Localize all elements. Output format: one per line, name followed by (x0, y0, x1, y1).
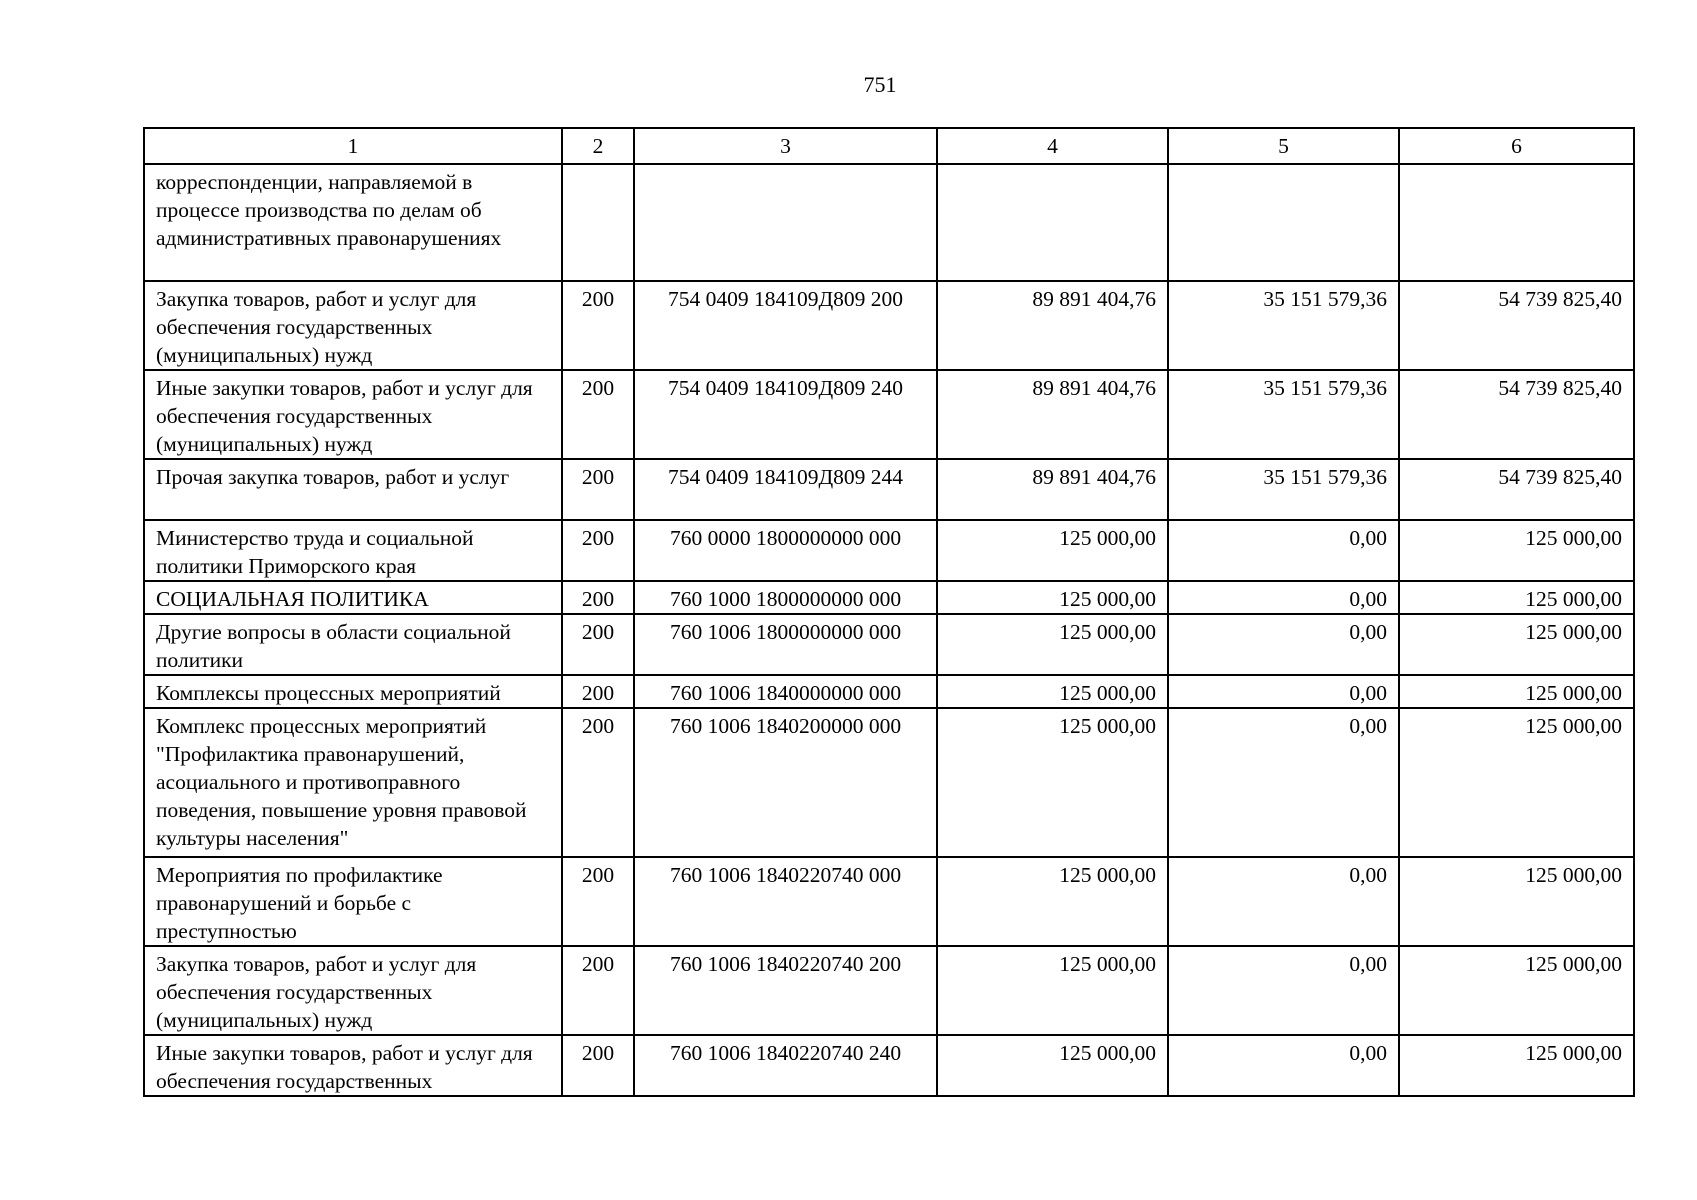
table-row (144, 708, 1634, 857)
row-value-5: 0,00 (1168, 946, 1399, 1035)
row-classification: 760 1006 1840200000 000 (634, 708, 937, 857)
row-value-4: 89 891 404,76 (937, 459, 1168, 520)
page-number: 751 (863, 72, 897, 97)
row-classification (634, 164, 937, 281)
row-value-6: 125 000,00 (1399, 520, 1634, 581)
row-code: 200 (562, 459, 634, 520)
table-row (144, 614, 1634, 675)
row-value-5: 0,00 (1168, 520, 1399, 581)
row-value-4: 125 000,00 (937, 1035, 1168, 1096)
row-name: корреспонденции, направляемой в процессе производства по делам об административных правонарушениях (144, 164, 562, 281)
row-value-6: 125 000,00 (1399, 614, 1634, 675)
row-value-5: 0,00 (1168, 614, 1399, 675)
row-value-4 (937, 164, 1168, 281)
column-header-6: 6 (1399, 128, 1634, 164)
row-name: Мероприятия по профилактике правонарушений и борьбе с преступностью (144, 857, 562, 946)
table-row (144, 281, 1634, 370)
row-classification: 760 0000 1800000000 000 (634, 520, 937, 581)
row-value-6: 125 000,00 (1399, 857, 1634, 946)
row-code (562, 164, 634, 281)
row-name: Министерство труда и социальной политики Приморского края (144, 520, 562, 581)
table-row (144, 946, 1634, 1035)
table-body (144, 164, 1634, 1096)
row-value-4: 125 000,00 (937, 857, 1168, 946)
row-classification: 754 0409 184109Д809 200 (634, 281, 937, 370)
table-row (144, 581, 1634, 614)
row-name: Иные закупки товаров, работ и услуг для обеспечения государственных (144, 1035, 562, 1096)
row-name: Прочая закупка товаров, работ и услуг (144, 459, 562, 520)
table-row (144, 857, 1634, 946)
row-code: 200 (562, 581, 634, 614)
table-row (144, 164, 1634, 281)
row-value-4: 125 000,00 (937, 708, 1168, 857)
row-classification: 760 1006 1840220740 200 (634, 946, 937, 1035)
row-value-5: 35 151 579,36 (1168, 459, 1399, 520)
row-value-5 (1168, 164, 1399, 281)
row-value-5: 35 151 579,36 (1168, 370, 1399, 459)
row-value-5: 0,00 (1168, 708, 1399, 857)
table-row (144, 675, 1634, 708)
row-code: 200 (562, 857, 634, 946)
row-value-5: 0,00 (1168, 857, 1399, 946)
column-header-5: 5 (1168, 128, 1399, 164)
column-header-1: 1 (144, 128, 562, 164)
table-row (144, 370, 1634, 459)
row-code: 200 (562, 708, 634, 857)
column-header-2: 2 (562, 128, 634, 164)
row-name: Комплекс процессных мероприятий "Профилактика правонарушений, асоциального и противоправного поведения, повышение уровня правовой культуры населения" (144, 708, 562, 857)
row-classification: 754 0409 184109Д809 244 (634, 459, 937, 520)
row-value-6 (1399, 164, 1634, 281)
row-name: Другие вопросы в области социальной политики (144, 614, 562, 675)
row-name: Иные закупки товаров, работ и услуг для обеспечения государственных (муниципальных) нужд (144, 370, 562, 459)
row-value-6: 125 000,00 (1399, 708, 1634, 857)
row-classification: 760 1006 1840220740 000 (634, 857, 937, 946)
row-name: Комплексы процессных мероприятий (144, 675, 562, 708)
row-code: 200 (562, 675, 634, 708)
header-row (144, 128, 1634, 164)
row-value-5: 0,00 (1168, 675, 1399, 708)
row-code: 200 (562, 946, 634, 1035)
row-classification: 760 1006 1840000000 000 (634, 675, 937, 708)
row-classification: 760 1000 1800000000 000 (634, 581, 937, 614)
table-row (144, 459, 1634, 520)
row-value-6: 54 739 825,40 (1399, 281, 1634, 370)
row-value-4: 125 000,00 (937, 614, 1168, 675)
row-code: 200 (562, 1035, 634, 1096)
row-value-6: 125 000,00 (1399, 1035, 1634, 1096)
row-value-6: 125 000,00 (1399, 581, 1634, 614)
table-header (144, 128, 1634, 164)
column-header-3: 3 (634, 128, 937, 164)
row-value-4: 125 000,00 (937, 581, 1168, 614)
column-header-4: 4 (937, 128, 1168, 164)
row-value-4: 125 000,00 (937, 675, 1168, 708)
row-value-5: 0,00 (1168, 581, 1399, 614)
row-value-6: 125 000,00 (1399, 946, 1634, 1035)
row-value-6: 125 000,00 (1399, 675, 1634, 708)
table-row (144, 520, 1634, 581)
row-value-5: 0,00 (1168, 1035, 1399, 1096)
row-name: СОЦИАЛЬНАЯ ПОЛИТИКА (144, 581, 562, 614)
row-code: 200 (562, 614, 634, 675)
table-row (144, 1035, 1634, 1096)
row-value-6: 54 739 825,40 (1399, 370, 1634, 459)
row-name: Закупка товаров, работ и услуг для обеспечения государственных (муниципальных) нужд (144, 281, 562, 370)
row-classification: 754 0409 184109Д809 240 (634, 370, 937, 459)
row-value-4: 125 000,00 (937, 520, 1168, 581)
row-name: Закупка товаров, работ и услуг для обеспечения государственных (муниципальных) нужд (144, 946, 562, 1035)
row-classification: 760 1006 1800000000 000 (634, 614, 937, 675)
budget-table (143, 127, 1635, 1097)
row-value-4: 89 891 404,76 (937, 370, 1168, 459)
row-code: 200 (562, 520, 634, 581)
row-value-5: 35 151 579,36 (1168, 281, 1399, 370)
row-value-4: 89 891 404,76 (937, 281, 1168, 370)
row-value-6: 54 739 825,40 (1399, 459, 1634, 520)
row-code: 200 (562, 281, 634, 370)
row-value-4: 125 000,00 (937, 946, 1168, 1035)
row-classification: 760 1006 1840220740 240 (634, 1035, 937, 1096)
row-code: 200 (562, 370, 634, 459)
